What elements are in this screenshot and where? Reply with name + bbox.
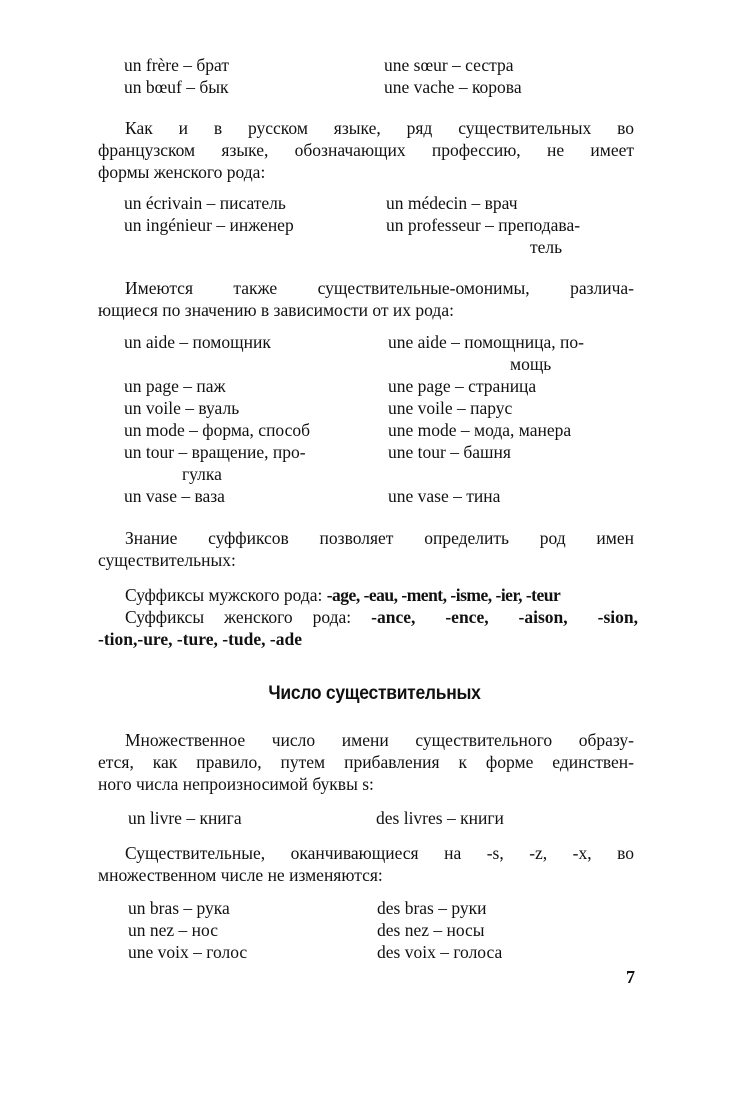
masculine-word: un mode – форма, способ [124, 420, 311, 440]
plural-word: des voix – голоса [377, 942, 503, 962]
masculine-word: un page – паж [124, 376, 226, 396]
page-number: 7 [626, 967, 635, 987]
invariable-pairs-list [128, 897, 638, 963]
paragraph-homonyms [98, 277, 634, 321]
list-item [128, 919, 638, 941]
word-continuation: мощь [510, 354, 552, 374]
list-item [128, 807, 638, 829]
list-item [124, 375, 634, 397]
translation-word: un professeur – преподава- [386, 215, 581, 235]
section-heading: Число существительных [268, 683, 481, 704]
word-continuation: тель [530, 237, 563, 257]
text-line: французском языке, обозначающих профессию, не имеет [98, 140, 634, 160]
suffix-list: -ance, -ence, -aison, -sion, [371, 607, 638, 627]
homonym-pairs-list [124, 331, 634, 507]
text-line: существительных: [98, 550, 236, 570]
suffix-label: Суффиксы женского рода: [125, 607, 352, 627]
list-item [124, 441, 634, 463]
singular-word: un nez – нос [128, 920, 218, 940]
list-item [124, 214, 634, 236]
suffix-list: -age, -eau, -ment, -isme, -ier, -teur [326, 585, 561, 605]
masculine-word: un bœuf – бык [124, 77, 229, 97]
masculine-word: un aide – помощник [124, 332, 271, 352]
suffix-line [125, 606, 638, 628]
paragraph-suffixes-intro [98, 527, 634, 571]
masculine-word: un ingénieur – инженер [124, 215, 294, 235]
text-line: формы женского рода: [98, 162, 266, 182]
masculine-word: un tour – вращение, про- [124, 442, 306, 462]
list-item [124, 331, 634, 353]
list-item [124, 419, 634, 441]
singular-word: un livre – книга [128, 808, 242, 828]
plural-word: des livres – книги [376, 808, 504, 828]
text-line: ется, как правило, путем прибавления к форме единствен- [98, 752, 634, 772]
suffix-list: -tion,-ure, -ture, -tude, -ade [98, 629, 302, 649]
plural-example [128, 807, 638, 829]
paragraph-plural-rule [98, 729, 634, 795]
text-line: Множественное число имени существительного образу- [125, 730, 634, 750]
gender-pairs-list [124, 54, 634, 98]
paragraph-invariable [98, 842, 634, 886]
feminine-word: une page – страница [388, 376, 537, 396]
feminine-suffixes [98, 606, 638, 628]
masculine-suffixes [98, 584, 638, 606]
text-line: Имеются также существительные-омонимы, различа- [125, 278, 634, 298]
singular-word: un bras – рука [128, 898, 230, 918]
feminine-word: une aide – помощница, по- [388, 332, 584, 352]
list-item-continuation [124, 236, 634, 258]
feminine-word: une vache – корова [384, 77, 522, 97]
list-item [124, 54, 634, 76]
feminine-word: une voile – парус [388, 398, 513, 418]
feminine-word: une vase – тина [388, 486, 501, 506]
list-item-continuation [124, 463, 634, 485]
list-item [124, 192, 634, 214]
masculine-word: un frère – брат [124, 55, 230, 75]
feminine-suffixes-continued [98, 628, 638, 650]
plural-word: des nez – носы [377, 920, 485, 940]
translation-word: un médecin – врач [386, 193, 518, 213]
text-line: Существительные, оканчивающиеся на -s, -z, -x, во [125, 843, 634, 863]
feminine-word: une tour – башня [388, 442, 511, 462]
text-line: Как и в русском языке, ряд существительных во [125, 118, 634, 138]
masculine-word: un vase – ваза [124, 486, 225, 506]
list-item [124, 397, 634, 419]
suffix-label: Суффиксы мужского рода: [125, 585, 323, 605]
paragraph-professions [98, 117, 634, 183]
plural-word: des bras – руки [377, 898, 487, 918]
list-item [128, 897, 638, 919]
profession-pairs-list [124, 192, 634, 258]
word-continuation: гулка [182, 464, 222, 484]
feminine-word: une sœur – сестра [384, 55, 514, 75]
list-item-continuation [124, 353, 634, 375]
text-line: Знание суффиксов позволяет определить род имен [125, 528, 634, 548]
masculine-word: un écrivain – писатель [124, 193, 286, 213]
masculine-word: un voile – вуаль [124, 398, 240, 418]
text-line: ного числа непроизносимой буквы s: [98, 774, 374, 794]
feminine-word: une mode – мода, манера [388, 420, 572, 440]
list-item [128, 941, 638, 963]
text-line: ющиеся по значению в зависимости от их рода: [98, 300, 454, 320]
list-item [124, 485, 634, 507]
singular-word: une voix – голос [128, 942, 248, 962]
list-item [124, 76, 634, 98]
text-line: множественном числе не изменяются: [98, 865, 383, 885]
